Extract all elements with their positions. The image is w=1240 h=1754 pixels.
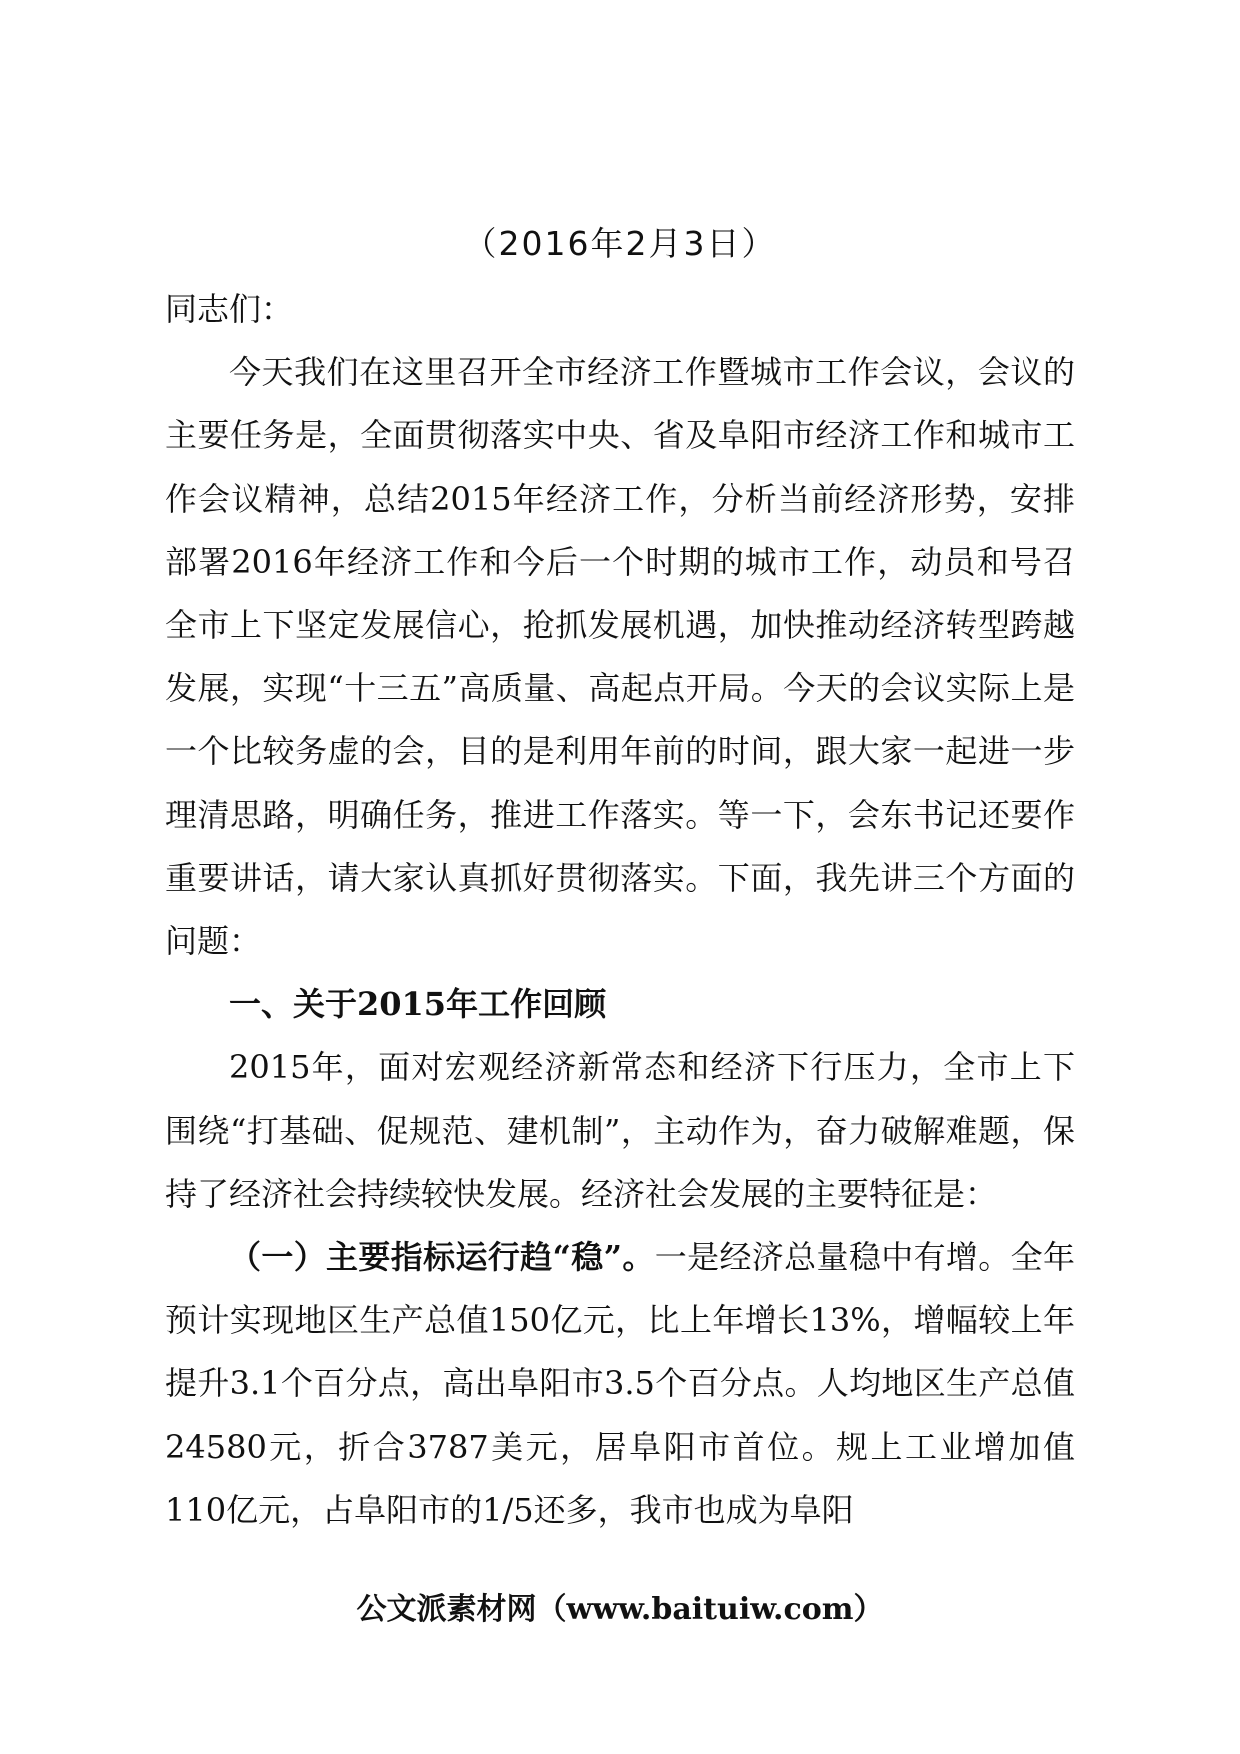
footer-watermark: 公文派素材网（www.baituiw.com）: [356, 1592, 884, 1627]
indicators-text: 一是经济总量稳中有增。全年预计实现地区生产总值150亿元，比上年增长13%，增幅较上年提升3.1个百分点，高出阜阳市3.5个百分点。人均地区生产总值24580元，折合3787美元，居阜阳市首位。规上工业增加值110亿元，占阜阳市的1/5还多，我市也成为阜阳: [165, 1238, 1075, 1529]
section-heading: 一、关于2015年工作回顾: [229, 985, 607, 1024]
document-body: [165, 278, 1075, 1542]
speech-date: （2016年2月3日）: [463, 224, 777, 263]
review-paragraph: 2015年，面对宏观经济新常态和经济下行压力，全市上下围绕“打基础、促规范、建机制”，主动作为，奋力破解难题，保持了经济社会持续较快发展。经济社会发展的主要特征是：: [165, 1048, 1075, 1213]
indicators-paragraph: [165, 1226, 1075, 1542]
intro-paragraph: 今天我们在这里召开全市经济工作暨城市工作会议，会议的主要任务是，全面贯彻落实中央、省及阜阳市经济工作和城市工作会议精神，总结2015年经济工作，分析当前经济形势，安排部署2016年经济工作和今后一个时期的城市工作，动员和号召全市上下坚定发展信心，抢抓发展机遇，加快推动经济转型跨越发展，实现“十三五”高质量、高起点开局。今天的会议实际上是一个比较务虚的会，目的是利用年前的时间，跟大家一起进一步理清思路，明确任务，推进工作落实。等一下，会东书记还要作重要讲话，请大家认真抓好贯彻落实。下面，我先讲三个方面的问题：: [165, 353, 1075, 961]
salutation: 同志们：: [165, 290, 294, 328]
subsection-lead: （一）主要指标运行趋“稳”。: [229, 1238, 655, 1277]
